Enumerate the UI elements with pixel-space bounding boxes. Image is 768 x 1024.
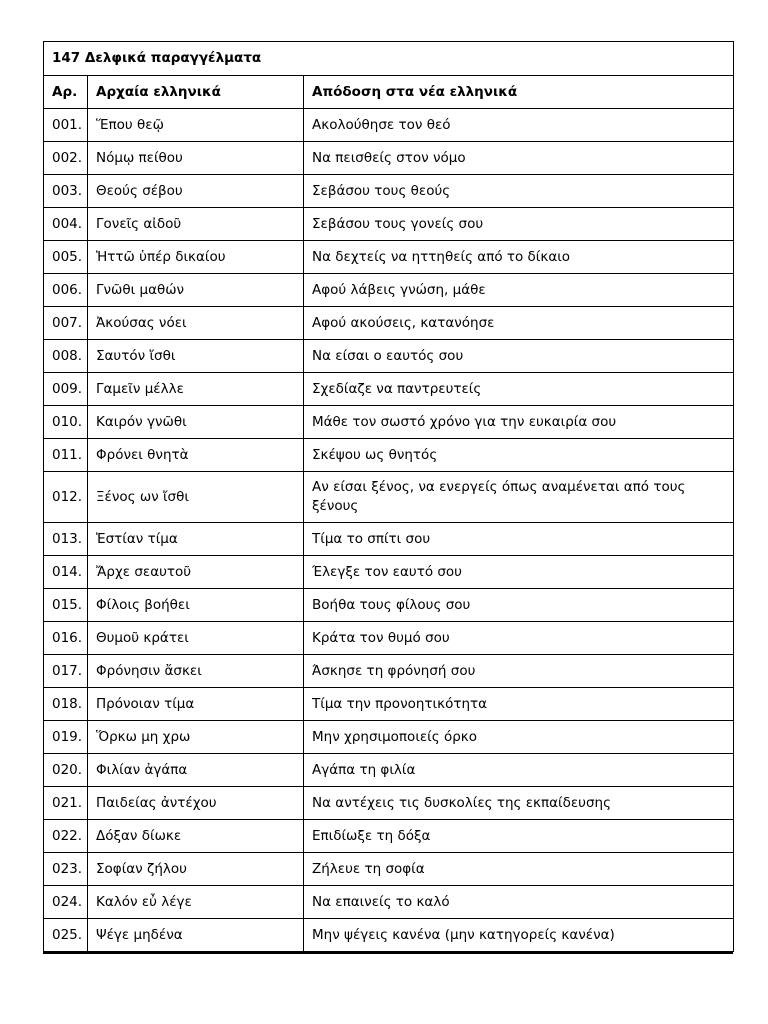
cell-number: 022. <box>44 820 88 853</box>
cell-ancient-greek: Νόμῳ πείθου <box>88 142 304 175</box>
table-row <box>44 787 734 820</box>
cell-modern-greek: Να αντέχεις τις δυσκολίες της εκπαίδευσης <box>304 787 734 820</box>
cell-modern-greek: Άσκησε τη φρόνησή σου <box>304 655 734 688</box>
cell-modern-greek: Επιδίωξε τη δόξα <box>304 820 734 853</box>
cell-number: 023. <box>44 853 88 886</box>
cell-modern-greek: Μάθε τον σωστό χρόνο για την ευκαιρία σου <box>304 406 734 439</box>
cell-number: 013. <box>44 523 88 556</box>
cell-ancient-greek: Σαυτόν ἴσθι <box>88 340 304 373</box>
table-title-row <box>44 42 734 76</box>
cell-ancient-greek: Πρόνοιαν τίμα <box>88 688 304 721</box>
table-row <box>44 340 734 373</box>
table-row <box>44 307 734 340</box>
cell-modern-greek: Να επαινείς το καλό <box>304 886 734 919</box>
table-row <box>44 274 734 307</box>
table-row <box>44 439 734 472</box>
cell-modern-greek: Ακολούθησε τον θεό <box>304 109 734 142</box>
cell-modern-greek: Τίμα το σπίτι σου <box>304 523 734 556</box>
cell-modern-greek: Βοήθα τους φίλους σου <box>304 589 734 622</box>
cell-ancient-greek: Ψέγε μηδένα <box>88 919 304 952</box>
table-row <box>44 622 734 655</box>
table-row <box>44 886 734 919</box>
table-row <box>44 523 734 556</box>
cell-ancient-greek: Γαμεῖν μέλλε <box>88 373 304 406</box>
table-body <box>44 42 734 952</box>
table-row <box>44 556 734 589</box>
header-modern-greek: Απόδοση στα νέα ελληνικά <box>304 76 734 109</box>
cell-modern-greek: Αφού λάβεις γνώση, μάθε <box>304 274 734 307</box>
cell-number: 007. <box>44 307 88 340</box>
table-row <box>44 853 734 886</box>
cell-ancient-greek: Δόξαν δίωκε <box>88 820 304 853</box>
cell-number: 011. <box>44 439 88 472</box>
cell-number: 016. <box>44 622 88 655</box>
table-row <box>44 472 734 523</box>
cell-ancient-greek: Ἄρχε σεαυτοῦ <box>88 556 304 589</box>
cell-number: 009. <box>44 373 88 406</box>
cell-number: 003. <box>44 175 88 208</box>
cell-ancient-greek: Γονεῖς αἰδοῦ <box>88 208 304 241</box>
cell-ancient-greek: Παιδείας ἀντέχου <box>88 787 304 820</box>
cell-number: 024. <box>44 886 88 919</box>
cell-modern-greek: Σκέψου ως θνητός <box>304 439 734 472</box>
header-ancient-greek: Αρχαία ελληνικά <box>88 76 304 109</box>
cell-number: 008. <box>44 340 88 373</box>
cell-ancient-greek: Καλόν εὖ λέγε <box>88 886 304 919</box>
table-row <box>44 820 734 853</box>
cell-modern-greek: Αν είσαι ξένος, να ενεργείς όπως αναμένεται από τους ξένους <box>304 472 734 523</box>
table-row <box>44 373 734 406</box>
cell-modern-greek: Ζήλευε τη σοφία <box>304 853 734 886</box>
maxims-table <box>43 41 734 952</box>
cell-number: 002. <box>44 142 88 175</box>
table-row <box>44 406 734 439</box>
cell-number: 019. <box>44 721 88 754</box>
cell-ancient-greek: Γνῶθι μαθών <box>88 274 304 307</box>
cell-number: 015. <box>44 589 88 622</box>
cell-number: 006. <box>44 274 88 307</box>
cell-ancient-greek: Ξένος ων ἴσθι <box>88 472 304 523</box>
cell-number: 004. <box>44 208 88 241</box>
table-row <box>44 175 734 208</box>
cell-modern-greek: Μην ψέγεις κανένα (μην κατηγορείς κανένα) <box>304 919 734 952</box>
cell-modern-greek: Να δεχτείς να ηττηθείς από το δίκαιο <box>304 241 734 274</box>
cell-ancient-greek: Φρόνει θνητὰ <box>88 439 304 472</box>
table-row <box>44 655 734 688</box>
cell-ancient-greek: Φιλίαν ἀγάπα <box>88 754 304 787</box>
cell-ancient-greek: Καιρόν γνῶθι <box>88 406 304 439</box>
cell-modern-greek: Σεβάσου τους γονείς σου <box>304 208 734 241</box>
table-row <box>44 754 734 787</box>
cell-modern-greek: Να πεισθείς στον νόμο <box>304 142 734 175</box>
table-row <box>44 919 734 952</box>
cell-number: 012. <box>44 472 88 523</box>
document-page <box>43 41 733 954</box>
cell-modern-greek: Αφού ακούσεις, κατανόησε <box>304 307 734 340</box>
cell-modern-greek: Να είσαι ο εαυτός σου <box>304 340 734 373</box>
cell-modern-greek: Έλεγξε τον εαυτό σου <box>304 556 734 589</box>
cell-number: 005. <box>44 241 88 274</box>
cell-modern-greek: Κράτα τον θυμό σου <box>304 622 734 655</box>
cell-ancient-greek: Φρόνησιν ἄσκει <box>88 655 304 688</box>
table-row <box>44 688 734 721</box>
cell-number: 021. <box>44 787 88 820</box>
cell-ancient-greek: Ἀκούσας νόει <box>88 307 304 340</box>
cell-ancient-greek: Ἡττῶ ὑπέρ δικαίου <box>88 241 304 274</box>
table-row <box>44 142 734 175</box>
table-bottom-rule <box>43 952 733 954</box>
cell-number: 014. <box>44 556 88 589</box>
cell-modern-greek: Σεβάσου τους θεούς <box>304 175 734 208</box>
cell-number: 020. <box>44 754 88 787</box>
cell-ancient-greek: Φίλοις βοήθει <box>88 589 304 622</box>
table-row <box>44 721 734 754</box>
cell-number: 001. <box>44 109 88 142</box>
cell-modern-greek: Μην χρησιμοποιείς όρκο <box>304 721 734 754</box>
table-row <box>44 208 734 241</box>
cell-number: 017. <box>44 655 88 688</box>
cell-ancient-greek: Θυμοῦ κράτει <box>88 622 304 655</box>
cell-ancient-greek: Ἕπου θεῷ <box>88 109 304 142</box>
cell-number: 025. <box>44 919 88 952</box>
table-row <box>44 241 734 274</box>
cell-number: 018. <box>44 688 88 721</box>
table-row <box>44 109 734 142</box>
table-row <box>44 589 734 622</box>
header-number: Αρ. <box>44 76 88 109</box>
cell-ancient-greek: Σοφίαν ζήλου <box>88 853 304 886</box>
table-title: 147 Δελφικά παραγγέλματα <box>44 42 734 76</box>
cell-modern-greek: Τίμα την προνοητικότητα <box>304 688 734 721</box>
cell-ancient-greek: Ἑστίαν τίμα <box>88 523 304 556</box>
cell-ancient-greek: Θεούς σέβου <box>88 175 304 208</box>
cell-number: 010. <box>44 406 88 439</box>
cell-ancient-greek: Ὅρκω μη χρω <box>88 721 304 754</box>
table-header-row <box>44 76 734 109</box>
cell-modern-greek: Σχεδίαζε να παντρευτείς <box>304 373 734 406</box>
cell-modern-greek: Αγάπα τη φιλία <box>304 754 734 787</box>
